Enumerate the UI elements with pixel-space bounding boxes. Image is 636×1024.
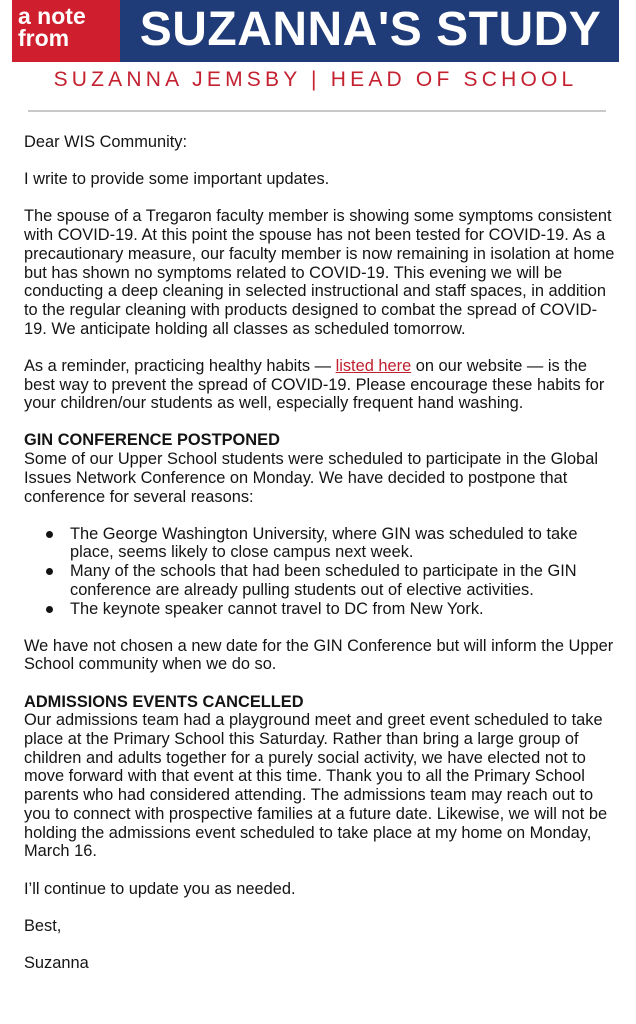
reminder-text-before: As a reminder, practicing healthy habits — xyxy=(24,356,336,375)
banner-title: SUZANNA'S STUDY xyxy=(139,3,602,56)
salutation: Dear WIS Community: xyxy=(24,133,188,151)
list-item-text: The George Washington University, where GIN was scheduled to take place, seems likely to close campus next week. xyxy=(70,524,578,562)
gin-heading: GIN CONFERENCE POSTPONED xyxy=(24,431,280,450)
list-item-text: Many of the schools that had been scheduled to participate in the GIN conference are already pulling students out of elective activities. xyxy=(70,562,577,599)
list-item-text: The keynote speaker cannot travel to DC from New York. xyxy=(70,599,484,618)
bullet-icon xyxy=(46,531,53,538)
note-line-1: a note xyxy=(18,3,86,29)
list-item xyxy=(24,562,616,599)
signoff: Best, xyxy=(24,916,62,935)
admissions-paragraph: Our admissions team had a playground meet and greet event scheduled to take place at the Primary School this Saturday. Rather than bring a large group of children and adults together for a purely social activity, we have elected not to move forward with that event at this time. Thank you to all the Primary School parents who had considered attending. The admissions team may reach out to you to connect with prospective families at a future date. Likewise, we will not be holding the admissions event scheduled to take place at my home on Monday, March 16. xyxy=(24,711,608,861)
gin-reasons-list xyxy=(24,525,616,619)
a-note-from-badge xyxy=(12,0,120,62)
reminder-text-after: on our website — is the best way to prevent the spread of COVID-19. Please encourage these habits for your children/our students as well, especially frequent hand washing. xyxy=(24,356,605,413)
intro-paragraph: I write to provide some important updates. xyxy=(24,170,330,189)
bullet-icon xyxy=(46,606,53,613)
reminder-paragraph xyxy=(24,357,616,413)
note-line-2: from xyxy=(18,25,70,51)
header-banner xyxy=(12,0,619,62)
gin-followup: We have not chosen a new date for the GIN Conference but will inform the Upper School community when we do so. xyxy=(24,636,614,674)
list-item xyxy=(24,600,616,619)
admissions-heading: ADMISSIONS EVENTS CANCELLED xyxy=(24,692,304,711)
letter-body xyxy=(24,133,616,991)
signature: Suzanna xyxy=(24,953,89,972)
covid-paragraph: The spouse of a Tregaron faculty member is showing some symptoms consistent with COVID-19. At this point the spouse has not been tested for COVID-19. As a precautionary measure, our faculty member is now remaining in isolation at home but has shown no symptoms related to COVID-19. This evening we will be conducting a deep cleaning in selected instructional and staff spaces, in addition to the regular cleaning with products designed to combat the spread of COVID-19. We anticipate holding all classes as scheduled tomorrow. xyxy=(24,207,615,338)
header-subtitle: SUZANNA JEMSBY | HEAD OF SCHOOL xyxy=(53,68,578,91)
closing-update: I’ll continue to update you as needed. xyxy=(24,879,296,898)
listed-here-link[interactable]: listed here xyxy=(335,356,412,375)
bullet-icon xyxy=(46,568,53,575)
gin-intro: Some of our Upper School students were scheduled to participate in the Global Issues Network Conference on Monday. We have decided to postpone that conference for several reasons: xyxy=(24,450,599,506)
list-item xyxy=(24,525,616,562)
header-divider xyxy=(28,110,606,112)
